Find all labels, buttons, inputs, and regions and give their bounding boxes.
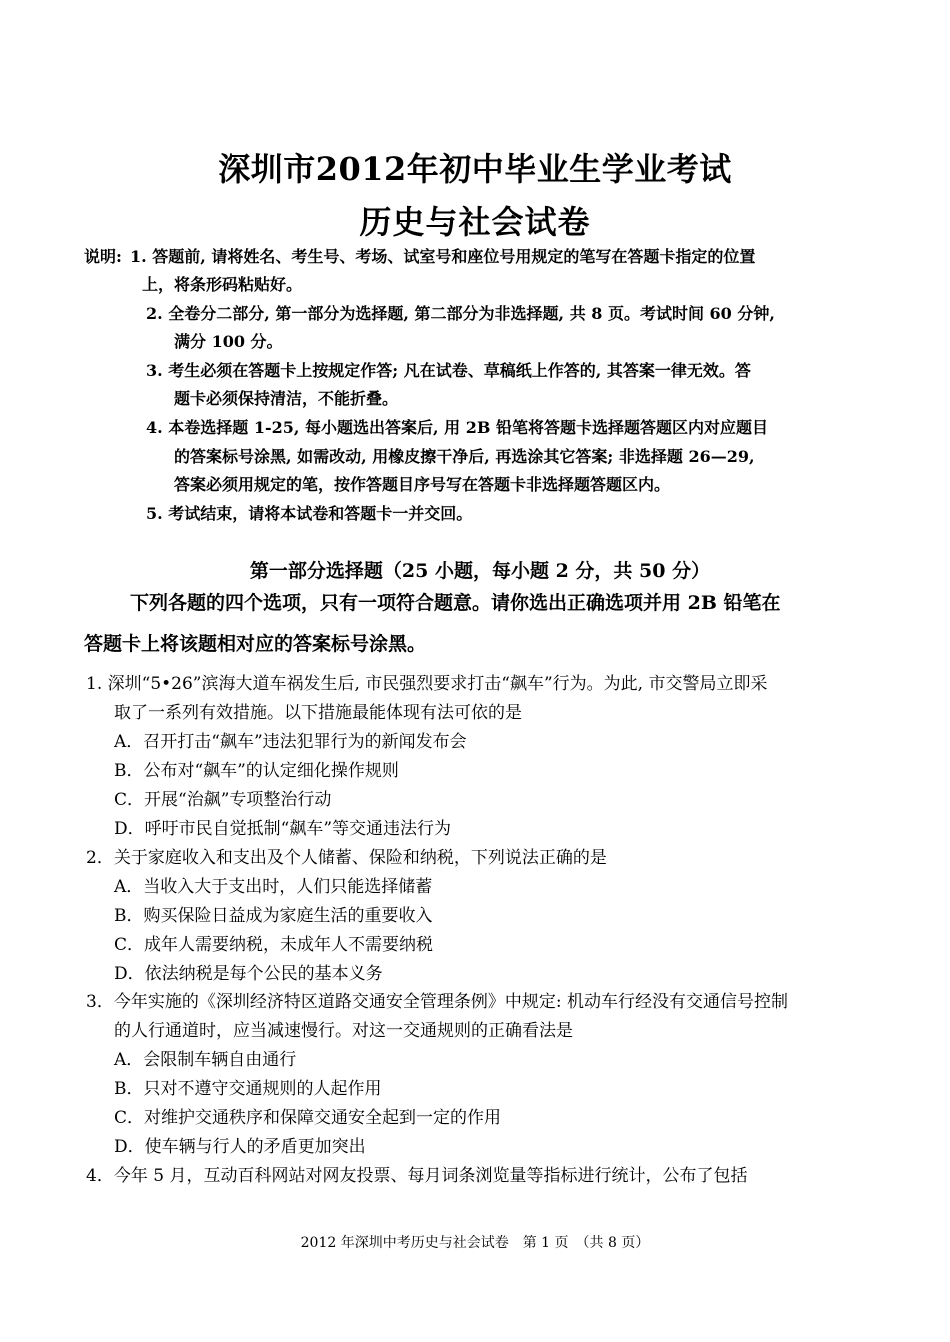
instruction-line: 5. 考试结束，请将本试卷和答题卡一并交回。	[146, 504, 473, 523]
instruction-line: 2. 全卷分二部分, 第一部分为选择题, 第二部分为非选择题, 共 8 页。考试时间 60 分钟,	[146, 304, 775, 323]
section-instruction-line: 答题卡上将该题相对应的答案标号涂黑。	[84, 633, 427, 655]
question-3-stem-cont: 的人行通道时，应当减速慢行。对这一交通规则的正确看法是	[114, 1021, 573, 1041]
question-3-option-d: D．使车辆与行人的矛盾更加突出	[114, 1137, 366, 1157]
question-1-option-b: B．公布对“飙车”的认定细化操作规则	[114, 761, 399, 781]
question-4-stem: 4．今年 5 月，互动百科网站对网友投票、每月词条浏览量等指标进行统计，公布了包括	[86, 1166, 748, 1186]
question-1-option-a: A．召开打击“飙车”违法犯罪行为的新闻发布会	[114, 732, 467, 752]
question-3-option-b: B．只对不遵守交通规则的人起作用	[114, 1079, 382, 1099]
instruction-line: 上，将条形码粘贴好。	[142, 275, 303, 294]
page-footer: 2012 年深圳中考历史与社会试卷 第 1 页 （共 8 页）	[300, 1235, 650, 1251]
section-heading: 第一部分选择题（25 小题，每小题 2 分，共 50 分）	[249, 560, 711, 582]
exam-subtitle: 历史与社会试卷	[359, 203, 591, 241]
question-3-option-a: A．会限制车辆自由通行	[114, 1050, 297, 1070]
question-1-option-c: C．开展“治飙”专项整治行动	[114, 790, 332, 810]
instruction-line: 4. 本卷选择题 1-25, 每小题选出答案后, 用 2B 铅笔将答题卡选择题答题区内对应题目	[146, 418, 768, 437]
question-3-stem: 3．今年实施的《深圳经济特区道路交通安全管理条例》中规定: 机动车行经没有交通信号控制	[86, 992, 788, 1012]
question-1-stem: 1. 深圳“5•26”滨海大道车祸发生后, 市民强烈要求打击“飙车”行为。为此, 市交警局立即采	[86, 674, 768, 694]
question-2-option-b: B．购买保险日益成为家庭生活的重要收入	[114, 906, 433, 926]
section-instruction-line: 下列各题的四个选项，只有一项符合题意。请你选出正确选项并用 2B 铅笔在	[130, 592, 781, 614]
question-1-stem-cont: 取了一系列有效措施。以下措施最能体现有法可依的是	[114, 703, 522, 723]
question-1-option-d: D．呼吁市民自觉抵制“飙车”等交通违法行为	[114, 819, 452, 839]
instruction-line: 3. 考生必须在答题卡上按规定作答; 凡在试卷、草稿纸上作答的, 其答案一律无效。答	[146, 361, 751, 380]
question-2-option-a: A．当收入大于支出时，人们只能选择储蓄	[114, 877, 433, 897]
instruction-line: 题卡必须保持清洁，不能折叠。	[174, 389, 399, 408]
instruction-line: 答案必须用规定的笔，按作答题目序号写在答题卡非选择题答题区内。	[174, 475, 671, 494]
instruction-line: 1. 答题前, 请将姓名、考生号、考场、试室号和座位号用规定的笔写在答题卡指定的位置	[130, 247, 756, 266]
instructions-label: 说明:	[84, 247, 122, 266]
question-2-stem: 2．关于家庭收入和支出及个人储蓄、保险和纳税，下列说法正确的是	[86, 848, 607, 868]
question-2-option-c: C．成年人需要纳税，未成年人不需要纳税	[114, 935, 434, 955]
instruction-line: 的答案标号涂黑, 如需改动, 用橡皮擦干净后, 再选涂其它答案; 非选择题 26—29,	[174, 447, 755, 466]
exam-title: 深圳市2012年初中毕业生学业考试	[218, 150, 732, 188]
question-3-option-c: C．对维护交通秩序和保障交通安全起到一定的作用	[114, 1108, 502, 1128]
instruction-line: 满分 100 分。	[174, 332, 283, 351]
question-2-option-d: D．依法纳税是每个公民的基本义务	[114, 964, 383, 984]
